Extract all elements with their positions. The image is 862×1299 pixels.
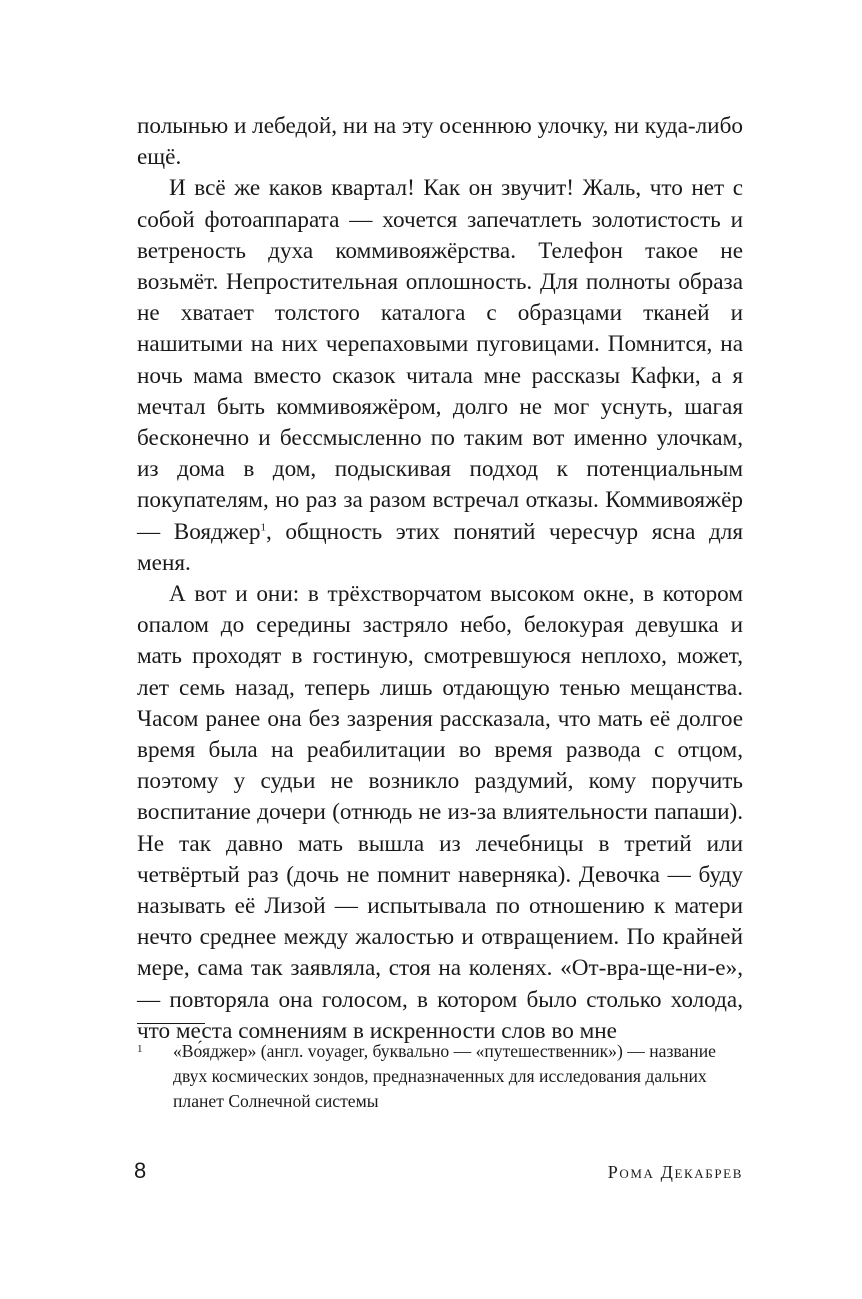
footnote-marker: 1: [137, 1043, 143, 1055]
paragraph-2-text-end: , общность этих понятий чересчур ясна для меня.: [137, 518, 744, 576]
paragraph-1: полынью и лебедой, ни на эту осеннюю улочку, ни куда-либо ещё.: [137, 113, 743, 171]
footnote: [137, 1039, 743, 1114]
footnote-divider: [137, 1023, 205, 1024]
paragraph-3: А вот и они: в трёхстворчатом высоком окне, в котором опалом до середины застряло небо, белокурая девушка и мать проходят в гостиную, смотревшуюся неплохо, может, лет семь назад, теперь лишь отдающую тенью мещанства. Часом ранее она без зазрения рассказала, что мать её долгое время была на реабилитации во время развода с отцом, поэтому у судьи не возникло раздумий, кому поручить воспитание дочери (отнюдь не из-за влиятельности папаши). Не так давно мать вышла из лечебницы в третий или четвёртый раз (дочь не помнит наверняка). Девочка — буду называть её Лизой — испытывала по отношению к матери нечто среднее между жалостью и отвращением. По крайней мере, сама так заявляла, стоя на коленях. «От-вра-ще-ни-е», — повторяла она голосом, в котором было столько холода, что места сомнениям в искренности слов во мне: [137, 581, 743, 1044]
footnote-text: «Во́яджер» (англ. voyager, буквально — «путешественник») — название двух космических зондов, предназначенных для исследования дальних планет Солнечной системы: [173, 1041, 716, 1111]
footnote-reference[interactable]: 1: [260, 520, 266, 533]
running-head-author: Рома Декабрев: [607, 1162, 743, 1182]
page-number: 8: [134, 1158, 147, 1183]
main-text: [137, 111, 743, 1047]
paragraph-2-text: И всё же каков квартал! Как он звучит! Жаль, что нет с собой фотоаппарата — хочется запечатлеть золотистость и ветреность духа коммивояжёрства. Телефон такое не возьмёт. Непростительная оплошность. Для полноты образа не хватает толстого каталога с образцами тканей и нашитыми на них черепаховыми пуговицами. Помнится, на ночь мама вместо сказок читала мне рассказы Кафки, а я мечтал быть коммивояжёром, долго не мог уснуть, шагая бесконечно и бессмысленно по таким вот именно улочкам, из дома в дом, подыскивая подход к потенциальным покупателям, но раз за разом встречал отказы. Коммивояжёр — Вояджер: [137, 175, 743, 545]
paragraph-2: [137, 173, 743, 579]
